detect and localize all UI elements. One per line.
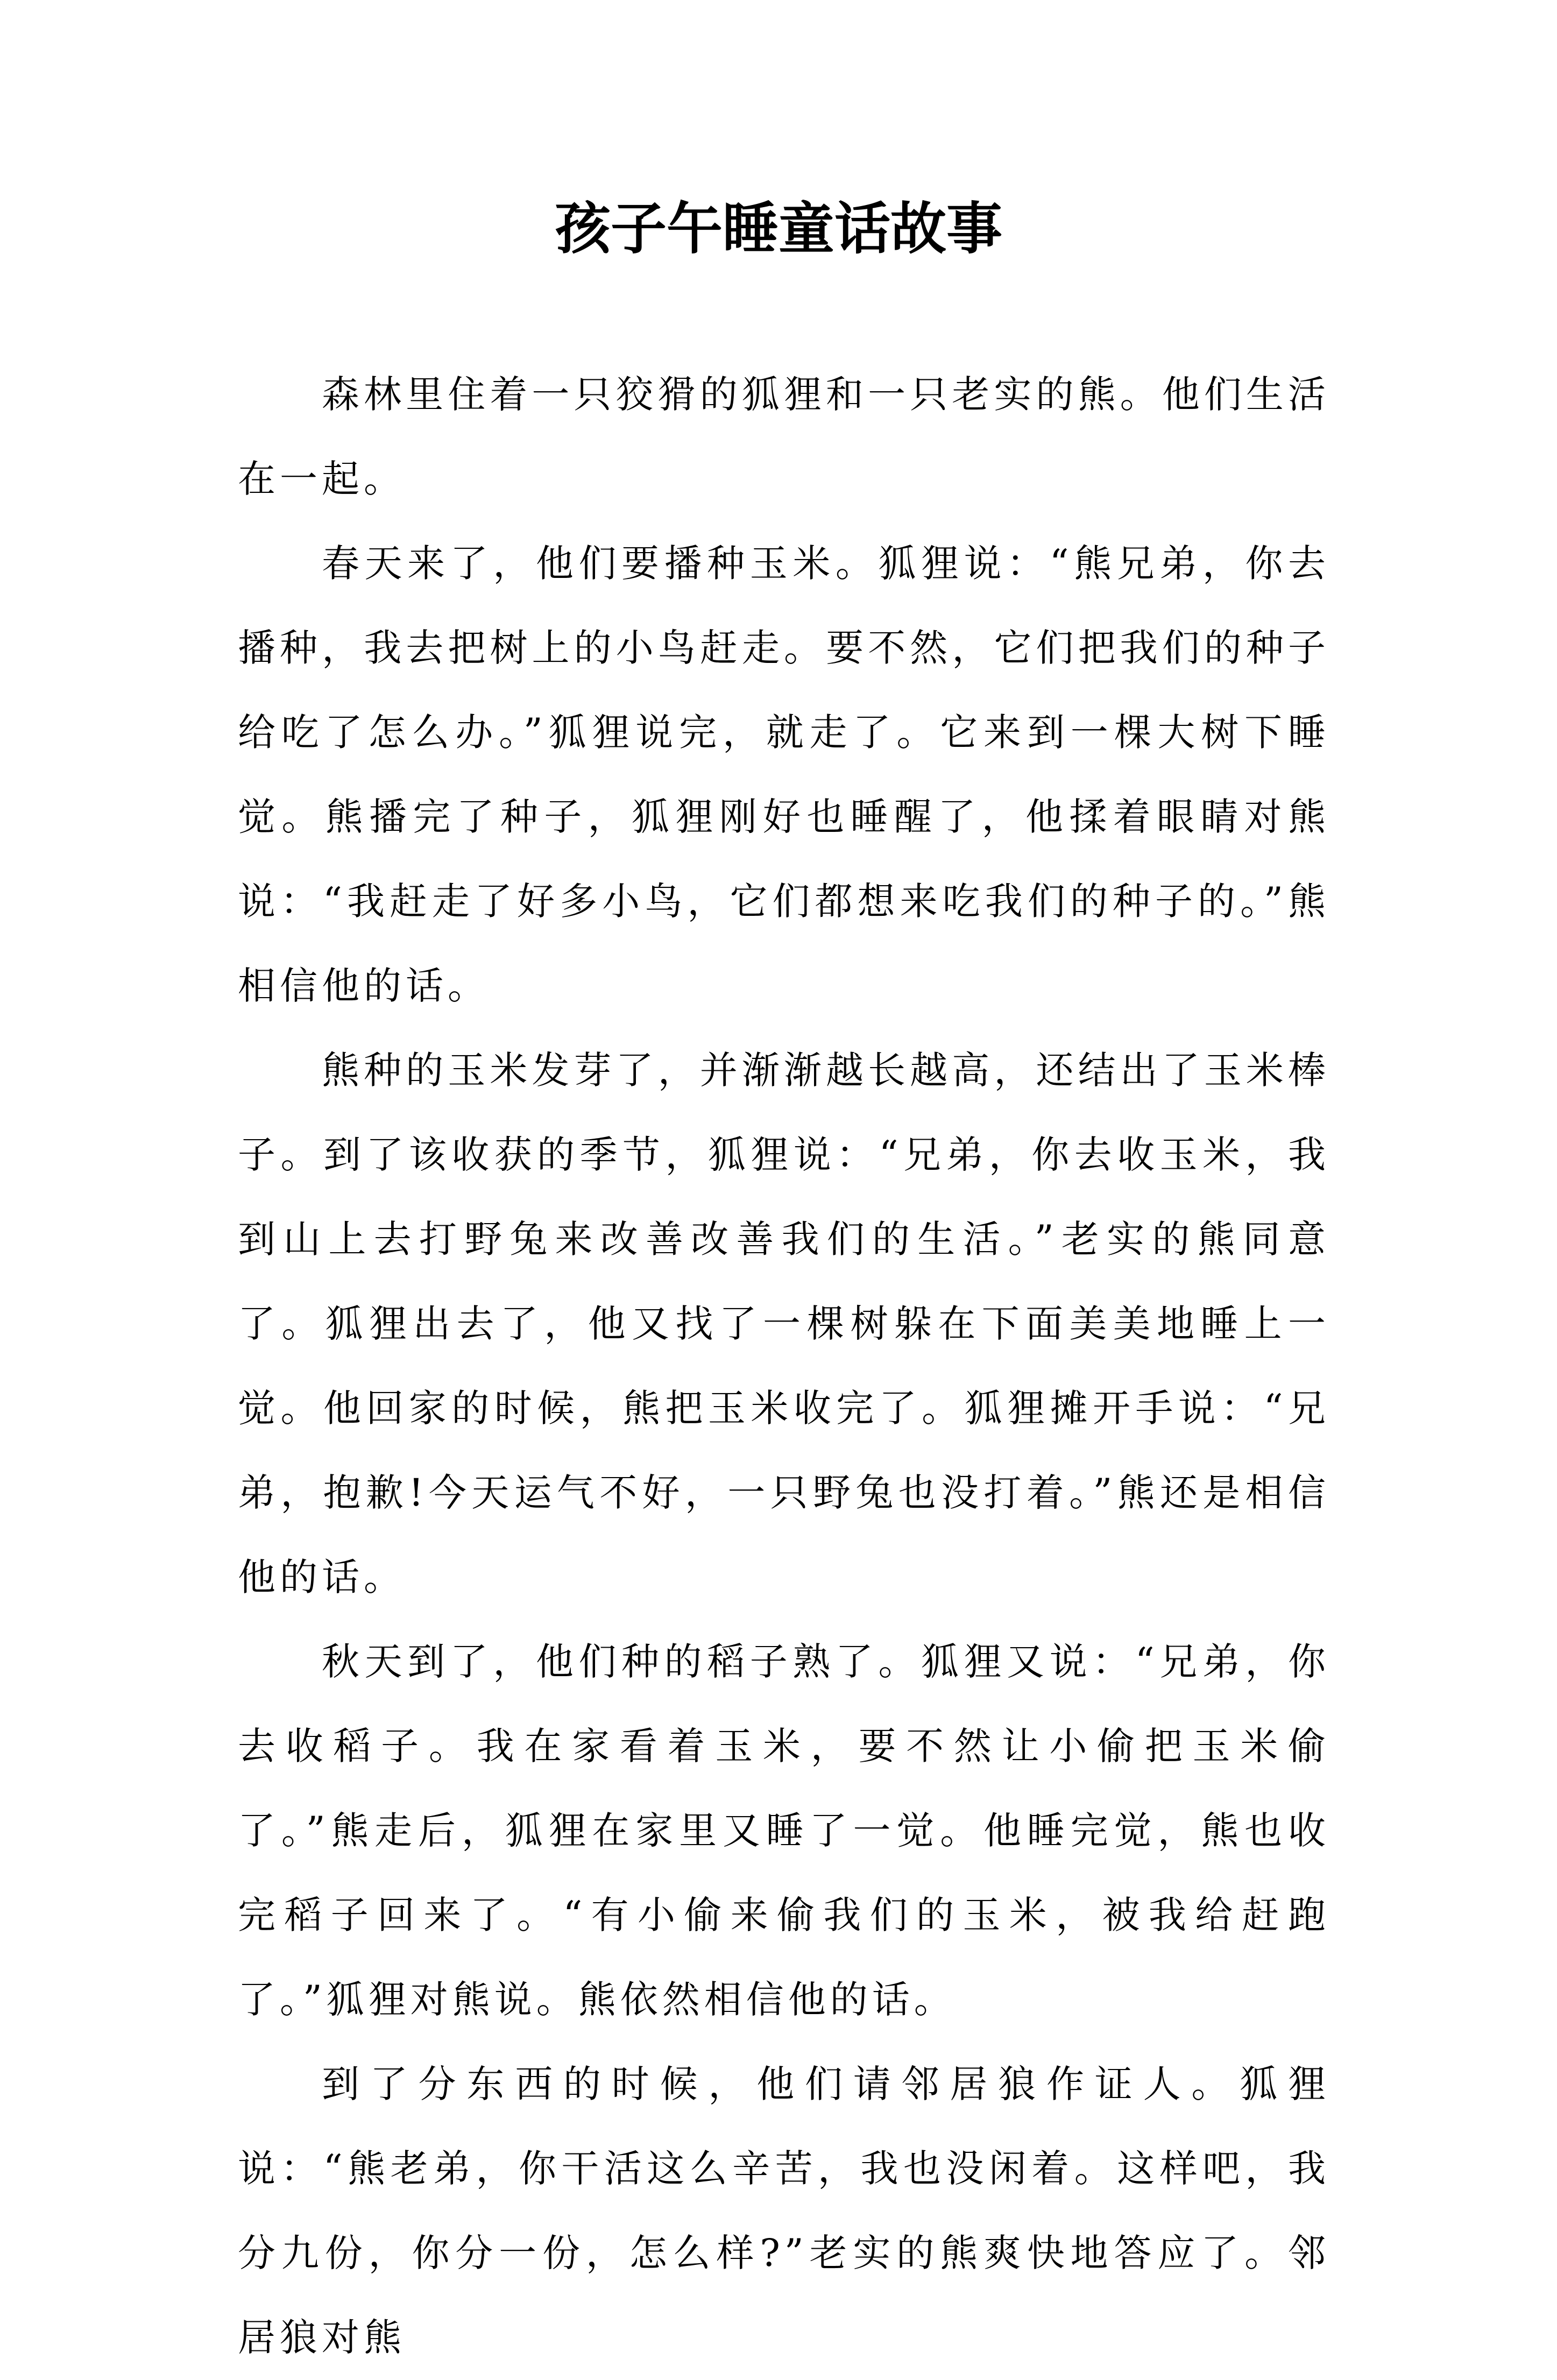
paragraph: 秋天到了，他们种的稻子熟了。狐狸又说：“兄弟，你去收稻子。我在家看着玉米，要不然让小偷把玉米偷了。”熊走后，狐狸在家里又睡了一觉。他睡完觉，熊也收完稻子回来了。“有小偷来偷我们的玉米，被我给赶跑了。”狐狸对熊说。熊依然相信他的话。 [238, 1640, 1330, 2022]
document-body [238, 352, 1330, 2380]
paragraph: 到了分东西的时候，他们请邻居狼作证人。狐狸说：“熊老弟，你干活这么辛苦，我也没闲着。这样吧，我分九份，你分一份，怎么样?”老实的熊爽快地答应了。邻居狼对熊 [238, 2062, 1330, 2360]
paragraph: 森林里住着一只狡猾的狐狸和一只老实的熊。他们生活在一起。 [238, 372, 1330, 501]
paragraph: 春天来了，他们要播种玉米。狐狸说：“熊兄弟，你去播种，我去把树上的小鸟赶走。要不然，它们把我们的种子给吃了怎么办。”狐狸说完，就走了。它来到一棵大树下睡觉。熊播完了种子，狐狸刚好也睡醒了，他揉着眼睛对熊说：“我赶走了好多小鸟，它们都想来吃我们的种子的。”熊相信他的话。 [238, 541, 1330, 1008]
document-title: 孩子午睡童话故事 [554, 195, 1002, 262]
paragraph: 熊种的玉米发芽了，并渐渐越长越高，还结出了玉米棒子。到了该收获的季节，狐狸说：“兄弟，你去收玉米，我到山上去打野兔来改善改善我们的生活。”老实的熊同意了。狐狸出去了，他又找了一棵树躲在下面美美地睡上一觉。他回家的时候，熊把玉米收完了。狐狸摊开手说：“兄弟，抱歉!今天运气不好，一只野兔也没打着。”熊还是相信他的话。 [238, 1048, 1330, 1599]
